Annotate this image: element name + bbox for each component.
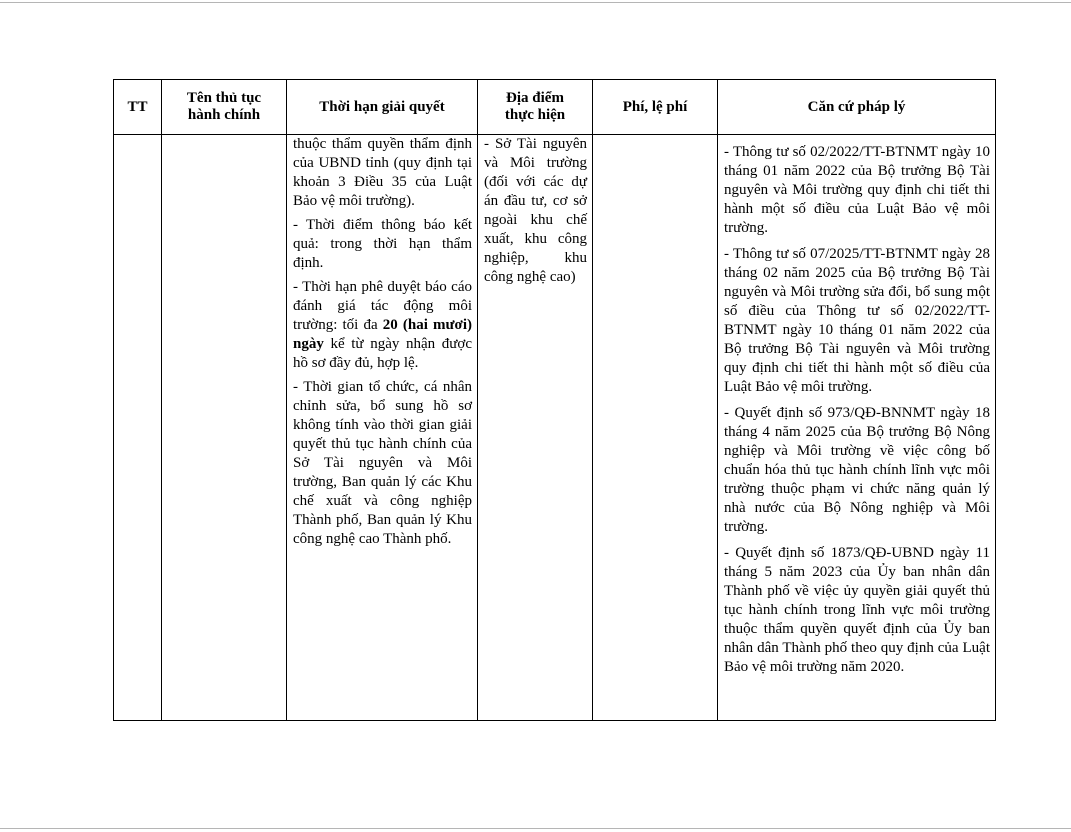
dia-diem-text: - Sở Tài nguyên và Môi trường (đối với các dự án đầu tư, cơ sở ngoài khu chế xuất, khu công nghiệp, khu công nghệ cao) <box>484 136 587 285</box>
header-dia-diem: Địa điểm thực hiện <box>478 80 593 135</box>
header-row <box>114 80 996 135</box>
page-top-border <box>0 2 1071 3</box>
thoi-han-paragraph-1: thuộc thẩm quyền thẩm định của UBND tỉnh (quy định tại khoản 3 Điều 35 của Luật Bảo vệ môi trường). <box>293 136 472 209</box>
cell-can-cu-phap-ly <box>718 135 996 721</box>
can-cu-item: - Thông tư số 02/2022/TT-BTNMT ngày 10 tháng 01 năm 2022 của Bộ trưởng Bộ Tài nguyên và Môi trường quy định chi tiết thi hành một số điều của Luật Bảo vệ môi trường. <box>724 144 990 236</box>
thoi-han-paragraph-2: - Thời điểm thông báo kết quả: trong thời hạn thẩm định. <box>293 217 472 271</box>
procedure-table <box>113 79 996 721</box>
header-phi-le-phi: Phí, lệ phí <box>593 80 718 135</box>
can-cu-item: - Quyết định số 1873/QĐ-UBND ngày 11 tháng 5 năm 2023 của Ủy ban nhân dân Thành phố về việc ủy quyền giải quyết thủ tục hành chính trong lĩnh vực môi trường thuộc thẩm quyền quyết định của Ủy ban nhân dân Thành phố theo quy định của Luật Bảo vệ môi trường năm 2020. <box>724 545 990 675</box>
header-can-cu-phap-ly: Căn cứ pháp lý <box>718 80 996 135</box>
can-cu-item: - Thông tư số 07/2025/TT-BTNMT ngày 28 tháng 02 năm 2025 của Bộ trưởng Bộ Tài nguyên và Môi trường sửa đổi, bổ sung một số điều của Thông tư số 02/2022/TT-BTNMT ngày 10 tháng 01 năm 2022 của Bộ trưởng Bộ Tài nguyên và Môi trường quy định chi tiết thi hành một số điều của Luật Bảo vệ môi trường. <box>724 246 990 395</box>
thoi-han-paragraph-4: - Thời gian tổ chức, cá nhân chỉnh sửa, bổ sung hồ sơ không tính vào thời gian giải quyết thủ tục hành chính của Sở Tài nguyên và Môi trường, Ban quản lý các Khu chế xuất và công nghiệp Thành phố, Ban quản lý Khu công nghệ cao Thành phố. <box>293 379 472 547</box>
page-bottom-border <box>0 828 1071 829</box>
thoi-han-paragraph-3: - Thời hạn phê duyệt báo cáo đánh giá tác động môi trường: tối đa 20 (hai mươi) ngày kể từ ngày nhận được hồ sơ đầy đủ, hợp lệ. <box>293 279 472 371</box>
cell-thoi-han <box>287 135 478 721</box>
header-thoi-han: Thời hạn giải quyết <box>287 80 478 135</box>
header-ten-thu-tuc: Tên thủ tục hành chính <box>162 80 287 135</box>
cell-ten-thu-tuc <box>162 135 287 721</box>
cell-phi-le-phi <box>593 135 718 721</box>
cell-tt <box>114 135 162 721</box>
header-tt: TT <box>114 80 162 135</box>
can-cu-item: - Quyết định số 973/QĐ-BNNMT ngày 18 tháng 4 năm 2025 của Bộ trưởng Bộ Nông nghiệp và Môi trường về việc công bố chuẩn hóa thủ tục hành chính lĩnh vực môi trường thuộc phạm vi chức năng quản lý nhà nước của Bộ Nông nghiệp và Môi trường. <box>724 405 990 535</box>
table-row <box>114 135 996 721</box>
cell-dia-diem <box>478 135 593 721</box>
thoi-han-deadline-bold: 20 (hai mươi) ngày <box>293 317 472 352</box>
